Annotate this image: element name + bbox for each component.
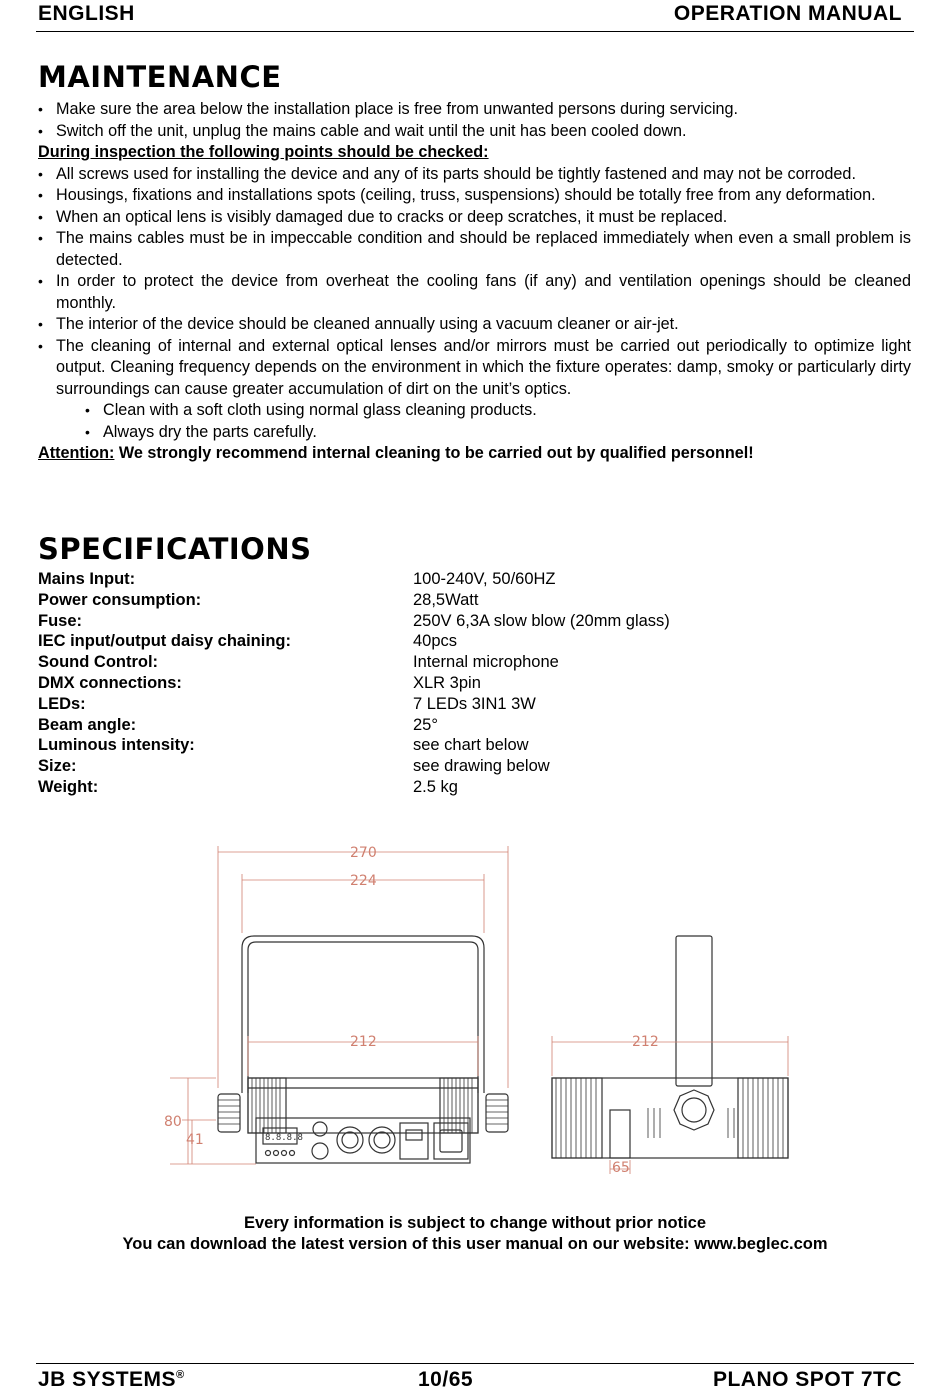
spec-value: 25° bbox=[413, 715, 438, 734]
dim-label-41: 41 bbox=[186, 1132, 204, 1148]
spec-key: Fuse: bbox=[38, 611, 83, 630]
dimension-drawing bbox=[160, 838, 800, 1178]
side-bracket-arm bbox=[676, 936, 712, 1086]
list-item: • In order to protect the device from overheat the cooling fans (if any) and ventilation openings should be cleaned monthly. bbox=[38, 271, 911, 314]
specifications-table bbox=[38, 569, 898, 798]
spec-row bbox=[38, 611, 898, 632]
spec-row bbox=[38, 652, 898, 673]
display-readout: 8.8.8.8 bbox=[265, 1133, 303, 1143]
spec-row bbox=[38, 756, 898, 777]
spec-key: Luminous intensity: bbox=[38, 736, 195, 755]
header-language: ENGLISH bbox=[38, 2, 135, 25]
spec-value: Internal microphone bbox=[413, 653, 559, 672]
spec-key: LEDs: bbox=[38, 694, 86, 713]
dim-label-212-front: 212 bbox=[350, 1034, 377, 1050]
footer-rule bbox=[36, 1363, 914, 1364]
list-item: • The mains cables must be in impeccable condition and should be replaced immediately when even a small problem is detected. bbox=[38, 228, 911, 271]
spec-row bbox=[38, 590, 898, 611]
power-switch bbox=[400, 1123, 428, 1159]
dim-label-224: 224 bbox=[350, 873, 377, 889]
spec-value: see chart below bbox=[413, 736, 529, 755]
spec-key: Sound Control: bbox=[38, 653, 159, 672]
list-item: • The cleaning of internal and external optical lenses and/or mirrors must be carried out periodically to optimize light output. Cleaning frequency depends on the environment in which the fixture operates: damp, smoky or particularly dirty surroundings can cause greater accumulation of dirt on the unit’s optics. bbox=[38, 336, 911, 401]
spec-value: 40pcs bbox=[413, 632, 458, 651]
mounting-bracket bbox=[242, 936, 484, 1093]
spec-value: 7 LEDs 3IN1 3W bbox=[413, 694, 536, 713]
specifications-title: SPECIFICATIONS bbox=[38, 532, 312, 566]
footer-brand bbox=[38, 1368, 185, 1392]
dim-label-65: 65 bbox=[612, 1160, 630, 1176]
mic-jack bbox=[313, 1122, 327, 1136]
spec-key: Mains Input: bbox=[38, 570, 136, 588]
spec-value: 100-240V, 50/60HZ bbox=[413, 570, 556, 588]
spec-key: DMX connections: bbox=[38, 673, 182, 692]
front-body bbox=[248, 1078, 478, 1133]
notice-line-1: Every information is subject to change without prior notice bbox=[243, 1214, 707, 1232]
spec-row bbox=[38, 694, 898, 715]
spec-row bbox=[38, 673, 898, 694]
sub-list-item: • Always dry the parts carefully. bbox=[38, 422, 911, 444]
spec-row bbox=[38, 715, 898, 736]
spec-key: Weight: bbox=[38, 777, 99, 796]
brand-name: JB SYSTEMS bbox=[38, 1368, 177, 1391]
list-item: • All screws used for installing the device and any of its parts should be tightly fastened and may not be corroded. bbox=[38, 164, 911, 186]
list-item: • Switch off the unit, unplug the mains cable and wait until the unit has been cooled down. bbox=[38, 121, 911, 143]
spec-key: Beam angle: bbox=[38, 715, 137, 734]
spec-value: 28,5Watt bbox=[413, 590, 479, 609]
dim-label-212-side: 212 bbox=[632, 1034, 659, 1050]
footer-model: PLANO SPOT 7TC bbox=[712, 1368, 902, 1391]
list-item: • Make sure the area below the installation place is free from unwanted persons during servicing. bbox=[38, 99, 911, 121]
spec-key: IEC input/output daisy chaining: bbox=[38, 632, 291, 651]
inspection-heading: During inspection the following points should be checked: bbox=[38, 143, 489, 161]
page-header bbox=[38, 2, 912, 30]
maintenance-title: MAINTENANCE bbox=[38, 60, 282, 94]
sub-list-item: • Clean with a soft cloth using normal glass cleaning products. bbox=[38, 400, 911, 422]
spec-value: 2.5 kg bbox=[413, 777, 458, 796]
spec-value: 250V 6,3A slow blow (20mm glass) bbox=[413, 611, 670, 630]
spec-key: Size: bbox=[38, 757, 77, 776]
side-knob bbox=[674, 1090, 714, 1130]
attention-note bbox=[38, 443, 911, 465]
xlr-input bbox=[337, 1127, 363, 1153]
attention-text: We strongly recommend internal cleaning to be carried out by qualified personnel! bbox=[114, 444, 754, 462]
spec-value: XLR 3pin bbox=[413, 673, 481, 692]
registered-mark: ® bbox=[176, 1369, 185, 1381]
notice-line-2: You can download the latest version of this user manual on our website: www.beglec.com bbox=[122, 1235, 828, 1253]
spec-key: Power consumption: bbox=[38, 590, 202, 609]
list-item: • Housings, fixations and installations spots (ceiling, truss, suspensions) should be totally free from any deformation. bbox=[38, 185, 911, 207]
dim-label-270: 270 bbox=[350, 845, 377, 861]
attention-label: Attention: bbox=[38, 444, 115, 462]
page-number: 10/65 bbox=[418, 1368, 474, 1391]
list-item: • The interior of the device should be cleaned annually using a vacuum cleaner or air-jet. bbox=[38, 314, 911, 336]
spec-value: see drawing below bbox=[413, 757, 550, 776]
xlr-output bbox=[369, 1127, 395, 1153]
spec-row bbox=[38, 777, 898, 798]
spec-row bbox=[38, 569, 898, 590]
header-doc-type: OPERATION MANUAL bbox=[673, 2, 902, 25]
iec-socket bbox=[434, 1123, 468, 1159]
dim-label-80: 80 bbox=[164, 1114, 182, 1130]
spec-row bbox=[38, 735, 898, 756]
spec-row bbox=[38, 631, 898, 652]
maintenance-body bbox=[38, 99, 911, 465]
list-item: • When an optical lens is visibly damaged due to cracks or deep scratches, it must be replaced. bbox=[38, 207, 911, 229]
header-rule bbox=[36, 31, 914, 32]
